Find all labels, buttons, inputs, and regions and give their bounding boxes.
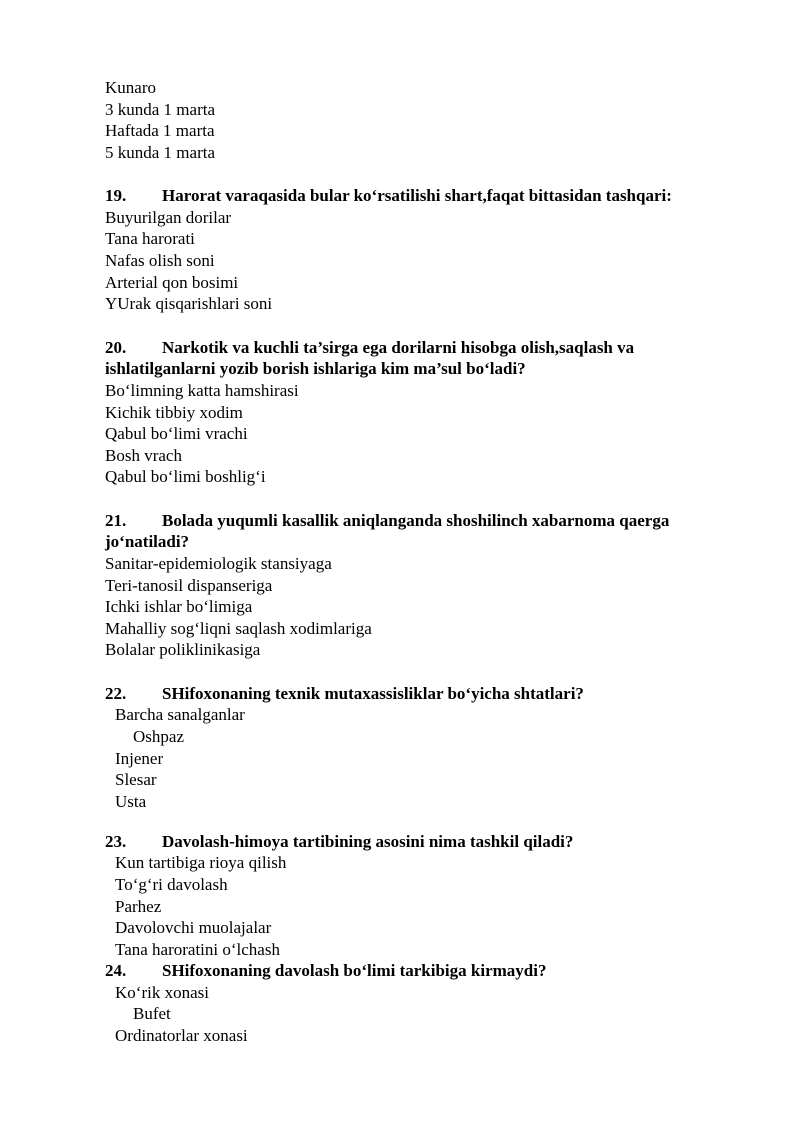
answer-option: Tana haroratini o‘lchash xyxy=(115,940,280,959)
question-text: Bolada yuqumli kasallik aniqlanganda shoshilinch xabarnoma qaerga xyxy=(162,511,670,530)
answer-option: Arterial qon bosimi xyxy=(105,273,239,292)
answer-option: Ordinatorlar xonasi xyxy=(115,1026,248,1045)
answer-option: Teri-tanosil dispanseriga xyxy=(105,576,273,595)
answer-option: 5 kunda 1 marta xyxy=(105,143,215,162)
answer-option: Davolovchi muolajalar xyxy=(115,918,272,937)
question-number: 24. xyxy=(105,961,127,980)
question-text: SHifoxonaning davolash bo‘limi tarkibiga kirmaydi? xyxy=(162,961,547,980)
question-number: 23. xyxy=(105,832,127,851)
question-number: 20. xyxy=(105,338,127,357)
answer-option: Haftada 1 marta xyxy=(105,121,215,140)
question-22-heading xyxy=(105,684,584,704)
answer-option: Kichik tibbiy xodim xyxy=(105,403,243,422)
question-number: 22. xyxy=(105,684,127,703)
answer-option: Oshpaz xyxy=(133,727,184,746)
question-24-heading xyxy=(105,961,546,981)
question-20-heading xyxy=(105,338,634,358)
answer-option: Parhez xyxy=(115,897,162,916)
answer-option: Bo‘limning katta hamshirasi xyxy=(105,381,299,400)
question-number: 21. xyxy=(105,511,127,530)
answer-option: Usta xyxy=(115,792,147,811)
answer-option: 3 kunda 1 marta xyxy=(105,100,215,119)
question-text-continued: jo‘natiladi? xyxy=(105,532,190,551)
question-21-heading xyxy=(105,511,669,531)
answer-option: Ko‘rik xonasi xyxy=(115,983,209,1002)
answer-option: Kun tartibiga rioya qilish xyxy=(115,853,287,872)
answer-option: Bufet xyxy=(133,1004,171,1023)
answer-option: Qabul bo‘limi boshlig‘i xyxy=(105,467,266,486)
question-text: Harorat varaqasida bular ko‘rsatilishi shart,faqat bittasidan tashqari: xyxy=(162,186,672,205)
answer-option: Qabul bo‘limi vrachi xyxy=(105,424,248,443)
answer-option: Buyurilgan dorilar xyxy=(105,208,232,227)
answer-option: To‘g‘ri davolash xyxy=(115,875,228,894)
answer-option: YUrak qisqarishlari soni xyxy=(105,294,273,313)
answer-option: Nafas olish soni xyxy=(105,251,215,270)
answer-option: Injener xyxy=(115,749,164,768)
question-text-continued: ishlatilganlarni yozib borish ishlariga kim ma’sul bo‘ladi? xyxy=(105,359,526,378)
question-number: 19. xyxy=(105,186,127,205)
question-text: Davolash-himoya tartibining asosini nima tashkil qiladi? xyxy=(162,832,574,851)
answer-option: Bosh vrach xyxy=(105,446,182,465)
answer-option: Bolalar poliklinikasiga xyxy=(105,640,261,659)
answer-option: Slesar xyxy=(115,770,157,789)
question-text: Narkotik va kuchli ta’sirga ega dorilarni hisobga olish,saqlash va xyxy=(162,338,635,357)
answer-option: Ichki ishlar bo‘limiga xyxy=(105,597,253,616)
answer-option: Mahalliy sog‘liqni saqlash xodimlariga xyxy=(105,619,372,638)
question-19-heading xyxy=(105,186,672,206)
question-text: SHifoxonaning texnik mutaxassisliklar bo‘yicha shtatlari? xyxy=(162,684,584,703)
answer-option: Tana harorati xyxy=(105,229,195,248)
question-23-heading xyxy=(105,832,573,852)
answer-option: Kunaro xyxy=(105,78,156,97)
answer-option: Barcha sanalganlar xyxy=(115,705,245,724)
answer-option: Sanitar-epidemiologik stansiyaga xyxy=(105,554,332,573)
